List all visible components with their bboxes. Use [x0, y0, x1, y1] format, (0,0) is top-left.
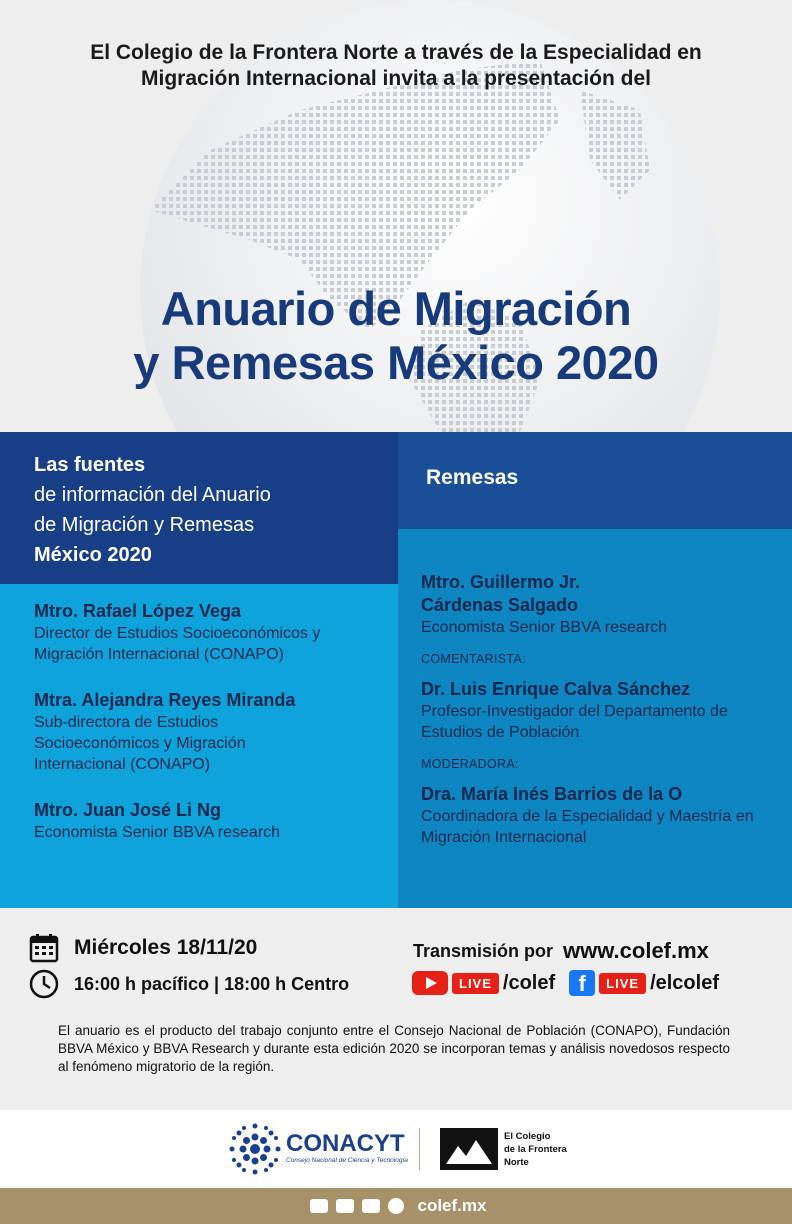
commentator	[421, 678, 792, 743]
conacyt-subtitle: Consejo Nacional de Ciencia y Tecnología	[286, 1157, 408, 1164]
description-note: El anuario es el producto del trabajo conjunto entre el Consejo Nacional de Población (CONAPO), Fundación BBVA México y BBVA Research y durante esta edición 2020 se incorporan temas y análisis novedosos respecto al fenómeno migratorio de la región.	[58, 1023, 730, 1074]
colef-name: El Colegio de la Frontera Norte	[504, 1131, 567, 1168]
speaker-role: Economista Senior BBVA research	[34, 824, 281, 841]
commentator-role: Profesor-Investigador del Departamento de Estudios de Población	[421, 703, 728, 741]
title-line: Anuario de Migración	[160, 282, 632, 335]
header	[0, 0, 792, 432]
heading-bold: México 2020	[34, 544, 152, 566]
transmission-label: Transmisión por	[413, 940, 554, 961]
intro-line: Migración Internacional invita a la presentación del	[141, 67, 651, 90]
speaker-name: Cárdenas Salgado	[421, 595, 579, 615]
moderator	[421, 783, 792, 848]
heading-text: de información del Anuario	[34, 484, 271, 506]
date-row	[28, 932, 257, 964]
calendar-icon	[28, 932, 60, 964]
intro-text	[30, 40, 762, 92]
speaker-role: Sub-directora de Estudios Socioeconómicos y Migración Internacional (CONAPO)	[34, 714, 246, 773]
panel-sources-speakers	[0, 584, 398, 908]
speaker-name: Mtro. Juan José Li Ng	[34, 800, 222, 820]
moderator-role: Coordinadora de la Especialidad y Maestría en Migración Internacional	[421, 808, 754, 846]
speaker	[34, 600, 398, 665]
panel-remesas-speakers	[398, 529, 792, 908]
youtube-icon[interactable]	[412, 971, 448, 995]
transmission-link[interactable]: www.colef.mx	[563, 938, 709, 963]
youtube-icon[interactable]	[310, 1199, 328, 1213]
heading-bold: Las fuentes	[34, 454, 146, 476]
speaker-name: Mtro. Guillermo Jr.	[421, 572, 581, 592]
speaker-role: Director de Estudios Socioeconómicos y Migración Internacional (CONAPO)	[34, 625, 321, 663]
panel-remesas-heading	[398, 432, 792, 529]
logo-divider	[419, 1128, 420, 1170]
speaker-name: Mtro. Rafael López Vega	[34, 601, 242, 621]
sponsor-logos	[0, 1110, 792, 1188]
panel-sources-heading	[0, 432, 398, 584]
speaker	[34, 689, 398, 775]
footer-site-link[interactable]: colef.mx	[417, 1196, 487, 1215]
remesas-label: Remesas	[426, 466, 519, 489]
speaker	[421, 571, 792, 638]
instagram-icon[interactable]	[388, 1198, 404, 1214]
commentator-name: Dr. Luis Enrique Calva Sánchez	[421, 679, 691, 699]
event-title	[20, 282, 772, 390]
conacyt-logo-icon	[228, 1122, 282, 1176]
event-info	[0, 908, 792, 1110]
clock-icon	[28, 968, 60, 1000]
speaker	[34, 799, 398, 843]
moderator-tag: MODERADORA:	[421, 757, 519, 771]
title-line: y Remesas México 2020	[133, 336, 659, 389]
facebook-icon[interactable]: f	[569, 970, 595, 996]
moderator-name: Dra. María Inés Barrios de la O	[421, 784, 683, 804]
live-channels	[412, 970, 719, 996]
event-date: Miércoles 18/11/20	[74, 936, 258, 959]
footer	[0, 1188, 792, 1224]
speaker-name: Mtra. Alejandra Reyes Miranda	[34, 690, 296, 710]
twitter-icon[interactable]	[362, 1199, 380, 1213]
live-badge: LIVE	[599, 973, 646, 994]
intro-line: El Colegio de la Frontera Norte a través de la Especialidad en	[90, 41, 702, 64]
commentator-tag: COMENTARISTA:	[421, 652, 526, 666]
speaker-role: Economista Senior BBVA research	[421, 619, 668, 636]
time-row	[28, 968, 349, 1000]
facebook-icon[interactable]	[336, 1199, 354, 1213]
colef-logo-icon	[440, 1128, 498, 1170]
facebook-handle[interactable]: /elcolef	[650, 971, 719, 994]
live-badge: LIVE	[452, 973, 499, 994]
heading-text: de Migración y Remesas	[34, 514, 255, 536]
transmission-row	[413, 938, 709, 964]
youtube-handle[interactable]: /colef	[502, 971, 556, 994]
conacyt-name: CONACYT	[286, 1130, 405, 1157]
event-time: 16:00 h pacífico | 18:00 h Centro	[74, 973, 350, 994]
